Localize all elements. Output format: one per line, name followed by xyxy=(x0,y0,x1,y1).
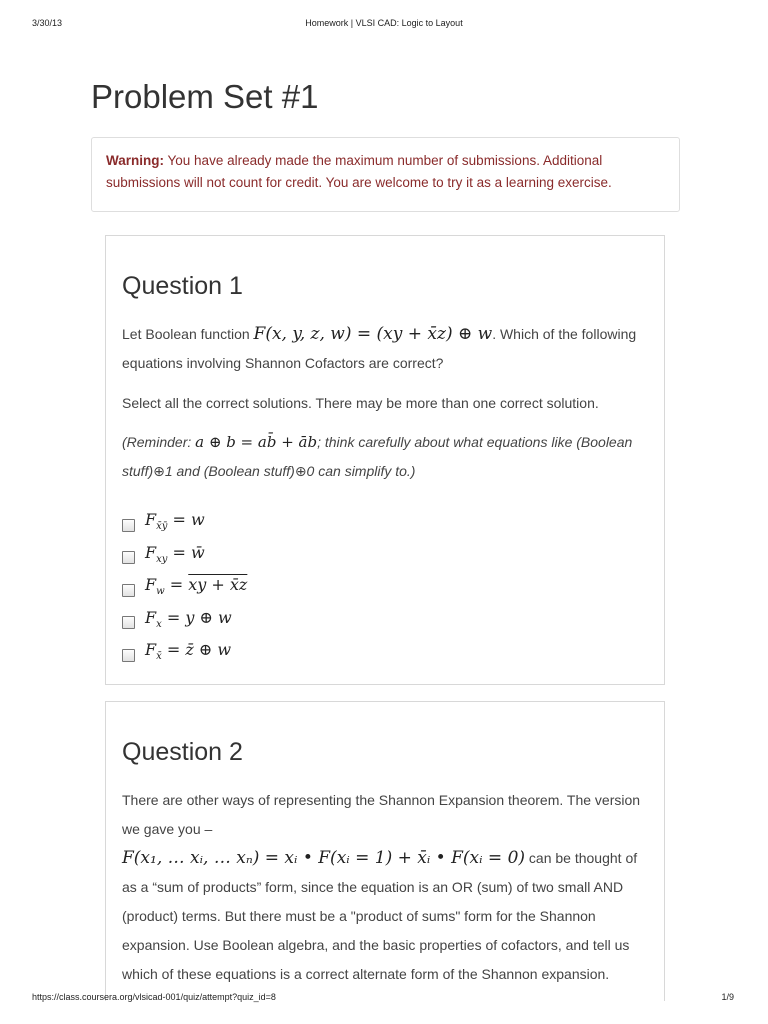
option-4-label: $F_x = y$ ⊕ w xyxy=(145,607,232,630)
intro-text: Let Boolean function xyxy=(122,326,254,342)
option-4-checkbox[interactable] xyxy=(122,616,135,629)
question-1-title: Question 1 xyxy=(122,272,243,300)
question-1-card xyxy=(105,235,665,685)
option-3-checkbox[interactable] xyxy=(122,584,135,597)
shannon-expansion-formula: F(x₁, … xᵢ, … xₙ) = xᵢ • F(xᵢ = 1) + x̄ᵢ • F(xᵢ = 0) xyxy=(122,848,526,868)
option-4[interactable] xyxy=(122,603,648,636)
answer-options xyxy=(122,505,648,668)
question-2-text: can be thought of as a “sum of products” form, since the equation is an OR (sum) of two small AND (product) terms. But there must be a "product of sums" form for the Shannon expansion. Use Boolean algebra, and the basic properties of cofactors, and tell us which of these equations is a correct alternate form of the Shannon expansion. xyxy=(122,850,638,982)
print-page-title: Homework | VLSI CAD: Logic to Layout xyxy=(305,18,463,28)
option-1-checkbox[interactable] xyxy=(122,519,135,532)
print-footer xyxy=(0,992,768,1012)
print-page-number: 1/9 xyxy=(721,992,734,1002)
option-2-checkbox[interactable] xyxy=(122,551,135,564)
question-2-body xyxy=(122,786,648,989)
question-2-title: Question 2 xyxy=(122,738,243,766)
option-1[interactable] xyxy=(122,505,648,538)
option-3-label: $F_w$ = xy + x̄z xyxy=(145,575,248,598)
question-2-card xyxy=(105,701,665,1001)
option-3[interactable] xyxy=(122,570,648,603)
option-5-label: $F_{x̄}$ = z̄ ⊕ w xyxy=(145,640,232,663)
print-date: 3/30/13 xyxy=(32,18,63,28)
option-5[interactable] xyxy=(122,635,648,668)
warning-text: You have already made the maximum number of submissions. Additional submissions will not count for credit. You are welcome to try it as a learning exercise. xyxy=(106,153,612,190)
reminder-text-after: ; think carefully about what equations like (Boolean stuff)⊕1 and (Boolean stuff)⊕0 can simplify to.) xyxy=(122,434,633,479)
print-url: https://class.coursera.org/vlsicad-001/quiz/attempt?quiz_id=8 xyxy=(32,992,276,1002)
reminder-text: (Reminder: xyxy=(122,434,196,450)
function-formula: F(x, y, z, w) = (xy + x̄z) ⊕ w xyxy=(253,324,493,344)
intro-text-after: . Which of the following equations involving Shannon Cofactors are correct? xyxy=(122,326,637,371)
option-2-label: $F_{xy}$ = w̄ xyxy=(145,542,205,565)
xor-formula: a ⊕ b = ab̄ + āb xyxy=(195,433,318,451)
question-1-reminder xyxy=(122,428,648,486)
warning-label: Warning: xyxy=(106,153,164,168)
option-5-checkbox[interactable] xyxy=(122,649,135,662)
page-title: Problem Set #1 xyxy=(91,78,319,115)
option-2[interactable] xyxy=(122,538,648,571)
question-1-instruction: Select all the correct solutions. There may be more than one correct solution. xyxy=(122,395,599,411)
print-header xyxy=(0,18,768,38)
question-1-intro xyxy=(122,320,648,378)
warning-box xyxy=(91,137,680,212)
question-2-intro: There are other ways of representing the Shannon Expansion theorem. The version we gave you – xyxy=(122,792,641,837)
option-1-label: $F_{x̄ȳ} = w$ xyxy=(145,510,205,533)
